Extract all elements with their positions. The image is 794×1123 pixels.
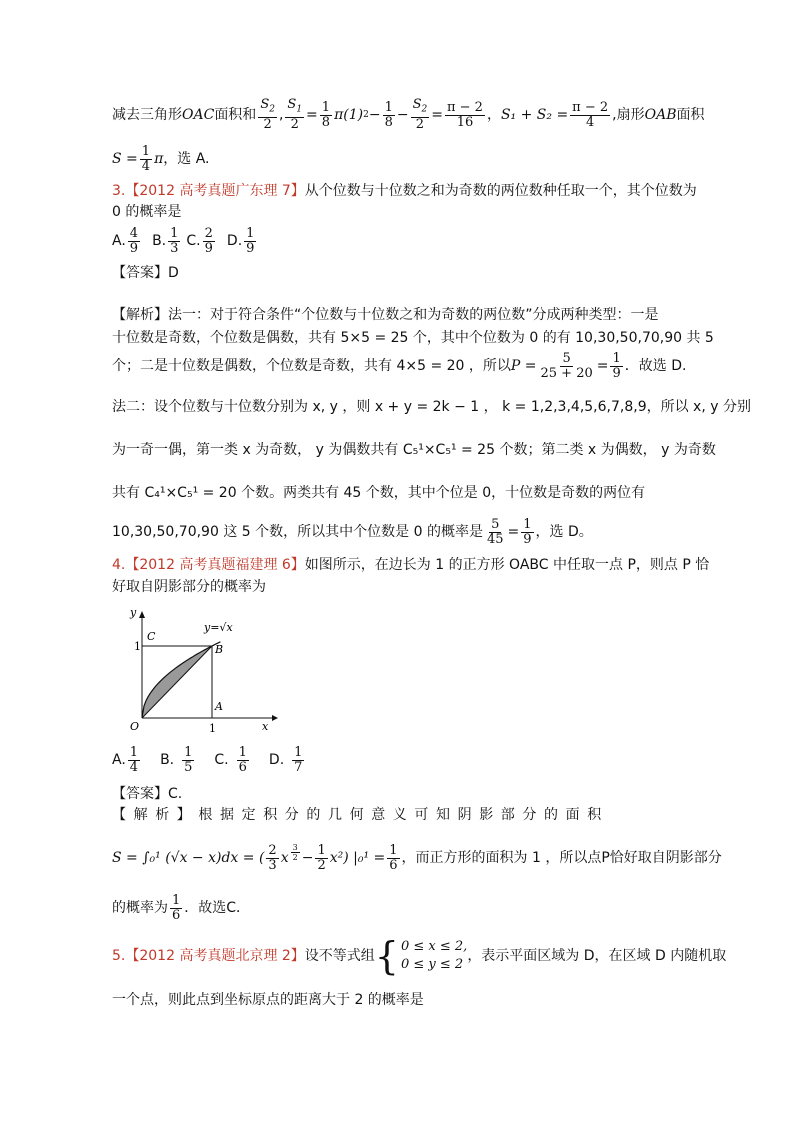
question-4-options: A. $\frac{1}{4}$ B. $\frac{1}{5}$ C. $\frac{1}{6}$ D. $\frac{1}{7}$ xyxy=(112,744,303,775)
label-y: y xyxy=(130,606,137,619)
question-4-stem-line-2: 好取自阴影部分的概率为 xyxy=(112,579,266,595)
question-3-explanation-2: 十位数是奇数，个位数是偶数，共有 5×5 = 25 个，其中个位数为 0 的有 10,30,50,70,90 共 5 xyxy=(112,330,714,346)
fraction-pi-minus-2-over-16: $\frac{\pi - 2}{16}$ xyxy=(446,99,483,130)
fraction-one-eighth: $\frac{1}{8}$ xyxy=(321,99,331,130)
question-4-explanation-1: 【解析】根据定积分的几何意义可知阴影部分的面积 xyxy=(112,807,609,823)
question-3-explanation-1: 【解析】法一：对于符合条件“个位数与十位数之和为奇数的两位数”分成两种类型：一是 xyxy=(112,307,659,323)
question-source: 【2012 高考真题北京理 2】 xyxy=(125,948,305,964)
text: 面积 xyxy=(676,107,705,123)
question-3-explanation-3: 个；二是十位数是偶数，个位数是奇数，共有 4×5 = 20 ，所以 P = $\frac{5}{25 + 20}$ = $\frac{1}{9}$ ．故选 D. xyxy=(112,350,687,381)
fraction-one-eighth-2: $\frac{1}{8}$ xyxy=(384,99,393,130)
question-source: 【2012 高考真题福建理 6】 xyxy=(125,557,305,573)
fraction-pi-minus-2-over-4: $\frac{\pi - 2}{4}$ xyxy=(572,99,609,130)
fraction-s2-over-2b: $\frac{S_2}{2}$ xyxy=(412,97,428,132)
label-O: O xyxy=(130,720,140,733)
question-3-method-2-1: 法二：设个位数与十位数分别为 x, y ，则 x + y = 2k − 1 ， k = 1,2,3,4,5,6,7,8,9，所以 x, y 分别 xyxy=(112,399,751,415)
question-number: 4. xyxy=(112,557,126,573)
y-axis-arrow xyxy=(139,611,145,618)
fraction-one-quarter: $\frac{1}{4}$ xyxy=(141,143,151,174)
question-4-answer: 【答案】C. xyxy=(112,786,183,802)
text: S₁ + S₂ = xyxy=(500,107,569,123)
label-x: x xyxy=(262,720,269,733)
text: OAC xyxy=(182,107,215,123)
text: OAB xyxy=(644,107,677,123)
fraction-s1-over-2: $\frac{S_1}{2}$ xyxy=(287,97,303,132)
question-number: 5. xyxy=(112,948,126,964)
x-axis-arrow xyxy=(272,715,278,721)
text: 扇形 xyxy=(616,107,645,123)
question-3-method-2-3: 共有 C₄¹×C₅¹ = 20 个数。两类共有 45 个数，其中个位是 0，十位数是奇数的两位有 xyxy=(112,485,646,501)
question-3-answer: 【答案】D xyxy=(112,265,179,281)
text: 减去三角形 xyxy=(112,107,182,123)
question-3-method-2-4: 10,30,50,70,90 这 5 个数，所以其中个位数是 0 的概率是 $\frac{5}{45}$ = $\frac{1}{9}$ ，选 D。 xyxy=(112,516,593,547)
question-4-explanation-3: 的概率为 $\frac{1}{6}$ ．故选C． xyxy=(112,892,251,923)
question-source: 【2012 高考真题广东理 7】 xyxy=(125,183,305,199)
inequality-system: { 0 ≤ x ≤ 2, 0 ≤ y ≤ 2 xyxy=(374,934,468,978)
label-one-y: 1 xyxy=(134,640,141,653)
text: 面积和 xyxy=(214,107,257,123)
label-B: B xyxy=(215,643,224,656)
label-C: C xyxy=(147,630,156,643)
question-3-stem-line-1: 3.【2012 高考真题广东理 7】从个位数与十位数之和为奇数的两位数种任取一个，其个位数为 xyxy=(112,183,697,199)
unit-square-sqrt-curve-figure xyxy=(112,606,282,736)
question-5-stem-line-2: 一个点，则此点到坐标原点的距离大于 2 的概率是 xyxy=(112,992,424,1008)
question-3-stem-line-2: 0 的概率是 xyxy=(112,204,182,220)
fraction-s2-over-2: $\frac{S_2}{2}$ xyxy=(260,97,275,132)
diagonal-y-equals-x xyxy=(142,646,212,718)
label-one-x: 1 xyxy=(209,722,216,735)
question-3-options: A. $\frac{4}{9}$ B. $\frac{1}{3}$ C. $\frac{2}{9}$ D. $\frac{1}{9}$ xyxy=(112,225,255,256)
solution-continuation-line-2: S = $\frac{1}{4}$ π ，选 A. xyxy=(112,143,210,174)
question-3-method-2-2: 为一奇一偶，第一类 x 为奇数， y 为偶数共有 C₅¹×C₅¹ = 25 个数；第二类 x 为偶数， y 为奇数 xyxy=(112,442,716,458)
label-curve: y=√x xyxy=(204,621,233,634)
question-5-stem-line-1: 5. 【2012 高考真题北京理 2】 设不等式组 { 0 ≤ x ≤ 2, 0 ≤ y ≤ 2 ，表示平面区域为 D，在区域 D 内随机取 xyxy=(112,934,727,978)
question-4-explanation-2: S = ∫₀¹ (√x − x)dx = ( $\frac{2}{3}$ x $\frac{3}{2}$ − $\frac{1}{2}$ x²) |₀¹ = $\frac{1}{6}$ ，而正方形的面积为 1 ，所以点P恰好取自阴影部分 xyxy=(112,842,722,873)
solution-continuation-line-1: 减去三角形 OAC 面积和 $\frac{S_2}{2}$ , $\frac{S_1}{2}$ = $\frac{1}{8}$ π(1) 2 − $\frac{1}{8}$ − $\frac{S_2}{2}$ = $\frac{\pi - 2}{16}$ ， S₁ + S₂ = $\frac{\pi - 2}{4}$ , 扇形 OAB 面积 xyxy=(112,97,705,132)
question-4-stem-line-1: 4.【2012 高考真题福建理 6】如图所示，在边长为 1 的正方形 OABC 中任取一点 P，则点 P 恰 xyxy=(112,557,710,573)
question-number: 3. xyxy=(112,183,126,199)
label-A: A xyxy=(215,700,223,713)
